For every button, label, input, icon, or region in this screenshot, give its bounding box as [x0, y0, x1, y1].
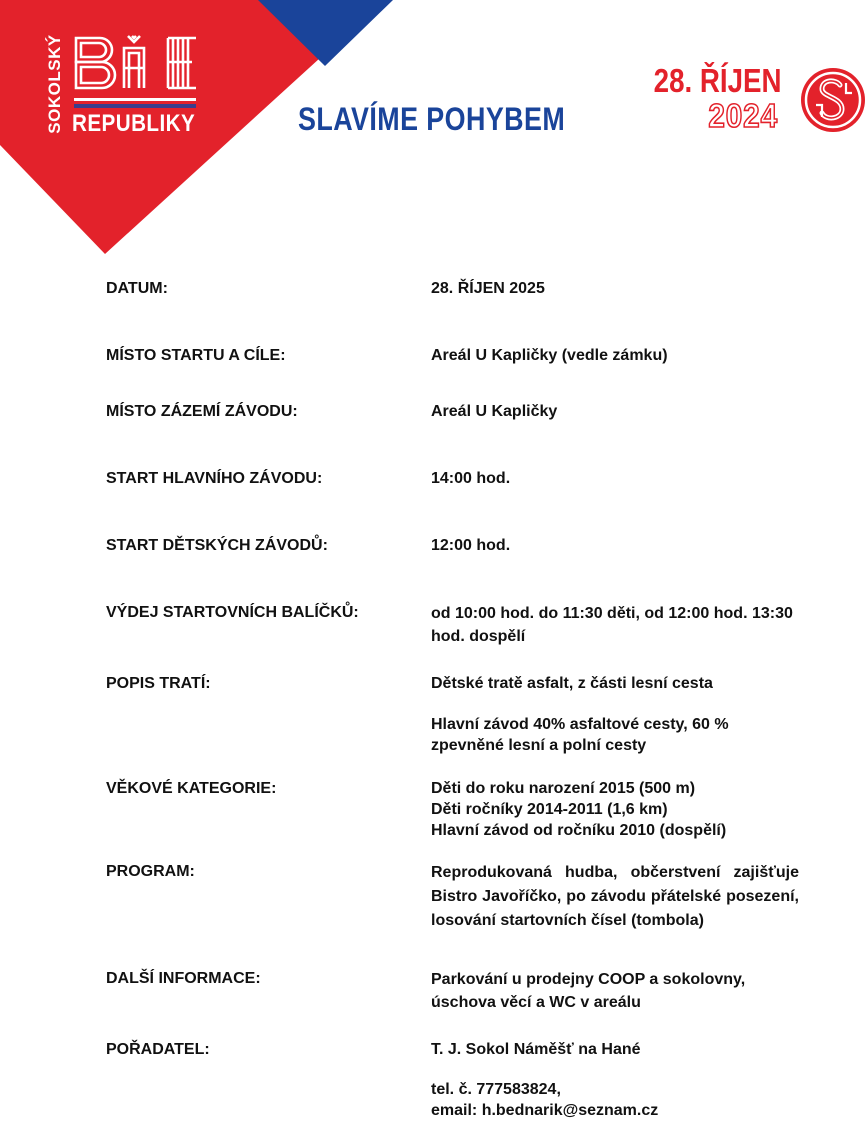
row-value: Dětské tratě asfalt, z části lesní cesta Hlavní závod 40% asfaltové cesty, 60 % zpevněné lesní a polní cesty [431, 675, 729, 754]
row-label: DALŠÍ INFORMACE: [106, 970, 261, 987]
row-value: 14:00 hod. [431, 470, 511, 487]
row-label: VĚKOVÉ KATEGORIE: [106, 780, 277, 797]
row-value: Areál U Kapličky (vedle zámku) [431, 347, 668, 364]
row-value: Děti do roku narození 2015 (500 m) Děti ročníky 2014-2011 (1,6 km) Hlavní závod od ročníku 2010 (dospělí) [431, 780, 727, 839]
sokol-emblem-icon [800, 67, 866, 133]
logo-blue-rule [74, 104, 196, 108]
row-label: DATUM: [106, 280, 168, 297]
row-label: VÝDEJ STARTOVNÍCH BALÍČKŮ: [106, 604, 359, 621]
row-value: Areál U Kapličky [431, 403, 558, 420]
organizer-email: email: h.bednarik@seznam.cz [431, 1102, 659, 1119]
row-label: MÍSTO ZÁZEMÍ ZÁVODU: [106, 403, 298, 420]
row-value: 28. ŘÍJEN 2025 [431, 280, 545, 297]
row-value: T. J. Sokol Náměšť na Hané tel. č. 777583824, email: h.bednarik@seznam.cz [431, 1039, 799, 1121]
row-value: od 10:00 hod. do 11:30 děti, od 12:00 hod. 13:30 hod. dospělí [431, 605, 793, 645]
beh-letters-icon [72, 34, 198, 96]
logo-bottom-text: REPUBLIKY [72, 110, 196, 137]
date-logo-line1: 28. ŘÍJEN [653, 62, 782, 99]
row-label: START DĚTSKÝCH ZÁVODŮ: [106, 537, 328, 554]
row-value: Reprodukovaná hudba, občerstvení zajišťuje Bistro Javoříčko, po závodu přátelské posezení, losování startovních čísel (tombola) [431, 864, 799, 929]
row-value: Parkování u prodejny COOP a sokolovny, úschova věcí a WC v areálu [431, 971, 746, 1011]
sokolsky-beh-logo [44, 34, 204, 138]
date-logo [630, 62, 782, 134]
date-logo-line2: 2024 [708, 97, 778, 134]
row-label: START HLAVNÍHO ZÁVODU: [106, 470, 323, 487]
logo-white-rule [74, 98, 196, 101]
page-title: SLAVÍME POHYBEM [298, 101, 566, 137]
row-label: PROGRAM: [106, 863, 195, 880]
row-label: POPIS TRATÍ: [106, 675, 211, 692]
row-value: 12:00 hod. [431, 537, 511, 554]
logo-vertical-text: SOKOLSKÝ [45, 34, 64, 134]
header [0, 0, 866, 260]
row-label: MÍSTO STARTU A CÍLE: [106, 347, 286, 364]
row-label: POŘADATEL: [106, 1041, 210, 1058]
